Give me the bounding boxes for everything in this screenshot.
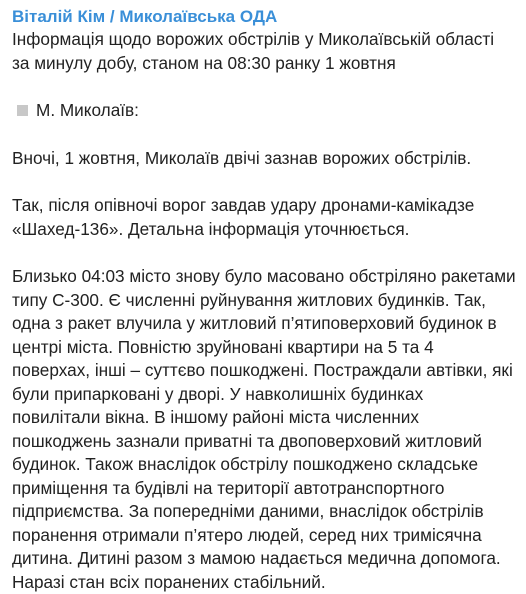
paragraph-drone-attack: Так, після опівночі ворог завдав удару дронами-камікадзе «Шахед-136». Детальна інформація уточнюється.: [12, 195, 475, 239]
paragraph-night-attacks: Вночі, 1 жовтня, Миколаїв двічі зазнав ворожих обстрілів.: [12, 147, 472, 168]
channel-author[interactable]: Віталій Кім / Миколаївська ОДА: [12, 7, 278, 26]
paragraph-missile-attack: Близько 04:03 місто знову було масовано обстріляно ракетами типу С-300. Є численні руйнування житлових будинків. Так, одна з ракет влучила у житловий п’ятиповерховий будинок в центрі міста. Повністю зруйновані квартири на 5 та 4 поверхах, інші – суттєво пошкоджені. Постраждали автівки, які були припарковані у дворі. У навколишніх будинках повилітали вікна. В іншому районі міста численних пошкоджень зазнали приватні та двоповерховий житловий будинок. Також внаслідок обстрілу пошкоджено складське приміщення та будівлі на території автотранспортного підприємства. За попередніми даними, внаслідок обстрілів поранення отримали п’ятеро людей, серед них тримісячна дитина. Дитині разом з мамою надається медична допомога. Наразі стан всіх поранених стабільний.: [12, 266, 516, 592]
grey-square-icon: [17, 105, 28, 116]
location-label: М. Миколаїв:: [36, 100, 139, 120]
location-line: [12, 99, 516, 123]
post-headline: Інформація щодо ворожих обстрілів у Миколаївській області за минулу добу, станом на 08:30 ранку 1 жовтня: [12, 29, 495, 73]
